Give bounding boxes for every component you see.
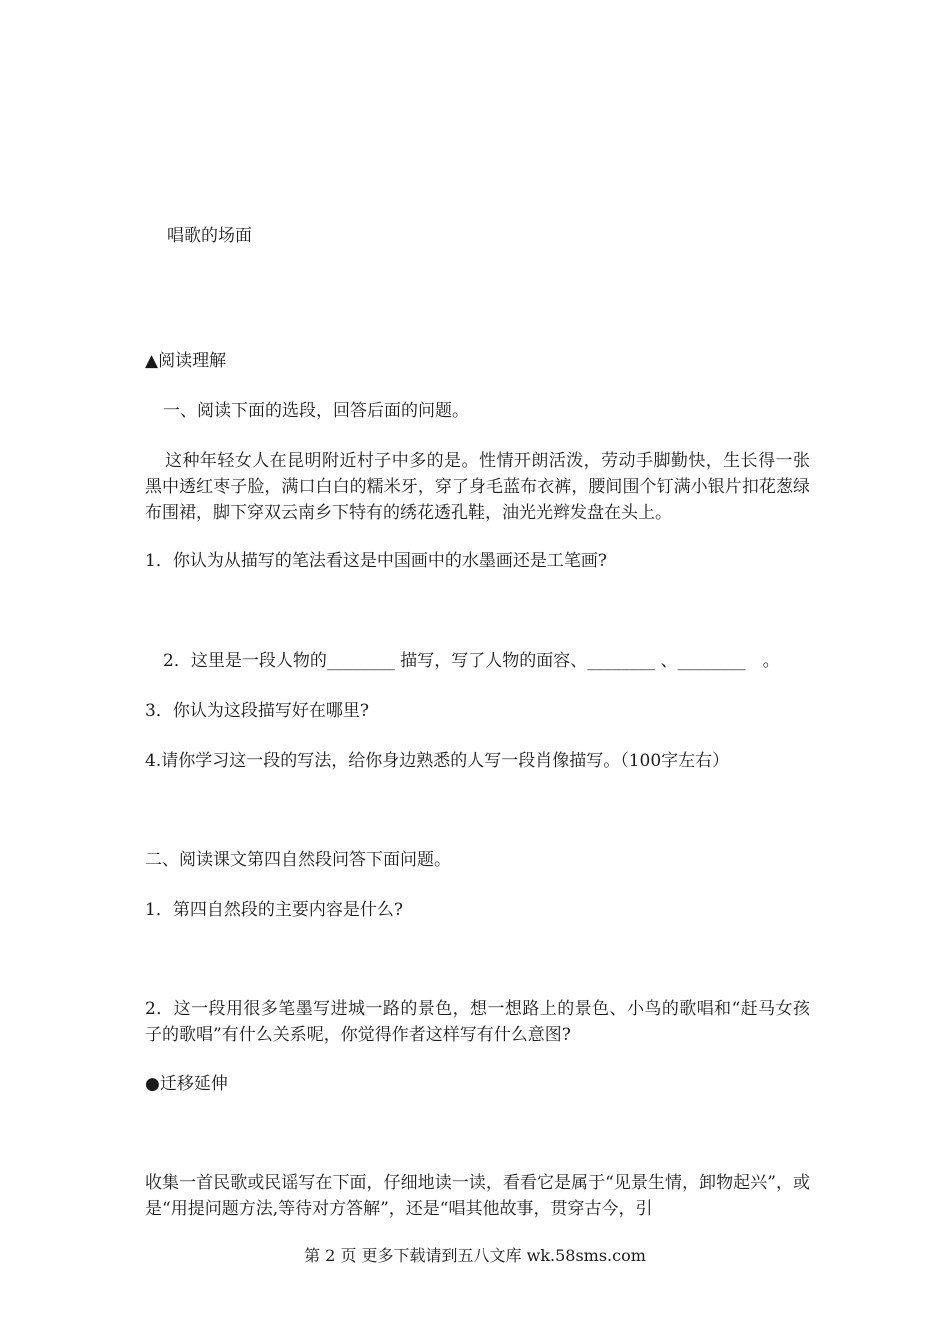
part1-title: 一、阅读下面的选段，回答后面的问题。: [163, 401, 469, 421]
section-extend-heading: ●迁移延伸: [145, 1074, 228, 1094]
part1-question-1: 1．你认为从描写的笔法看这是中国画中的水墨画还是工笔画?: [145, 551, 607, 571]
part1-question-4: 4.请你学习这一段的写法，给你身边熟悉的人写一段肖像描写。（100字左右）: [145, 751, 730, 771]
part1-passage: 这种年轻女人在昆明附近村子中多的是。性情开朗活泼，劳动手脚勤快，生长得一张黑中透红枣子脸，满口白白的糯米牙，穿了身毛蓝布衣裤，腰间围个钉满小银片扣花葱绿布围裙，脚下穿双云南乡下特有的绣花透孔鞋，油光光辫发盘在头上。: [145, 451, 810, 523]
extend-task-text: 收集一首民歌或民谣写在下面，仔细地读一读，看看它是属于“见景生情，卸物起兴”，或是“用提问题方法,等待对方答解”，还是“唱其他故事，贯穿古今，引: [145, 1173, 810, 1219]
scene-heading: 唱歌的场面: [167, 226, 252, 246]
part2-question-2: 2．这一段用很多笔墨写进城一路的景色，想一想路上的景色、小鸟的歌唱和“赶马女孩子的歌唱”有什么关系呢，你觉得作者这样写有什么意图?: [145, 999, 810, 1045]
part1-question-3: 3．你认为这段描写好在哪里?: [145, 701, 369, 721]
part1-question-2: 2．这里是一段人物的________ 描写，写了人物的面容、________ 、________ 。: [163, 651, 780, 671]
page-footer: 第 2 页 更多下载请到五八文库 wk.58sms.com: [304, 1246, 646, 1265]
section-reading-heading: ▲阅读理解: [145, 351, 227, 371]
part2-title: 二、阅读课文第四自然段问答下面问题。: [145, 850, 451, 870]
part2-question-1: 1．第四自然段的主要内容是什么?: [145, 900, 403, 920]
